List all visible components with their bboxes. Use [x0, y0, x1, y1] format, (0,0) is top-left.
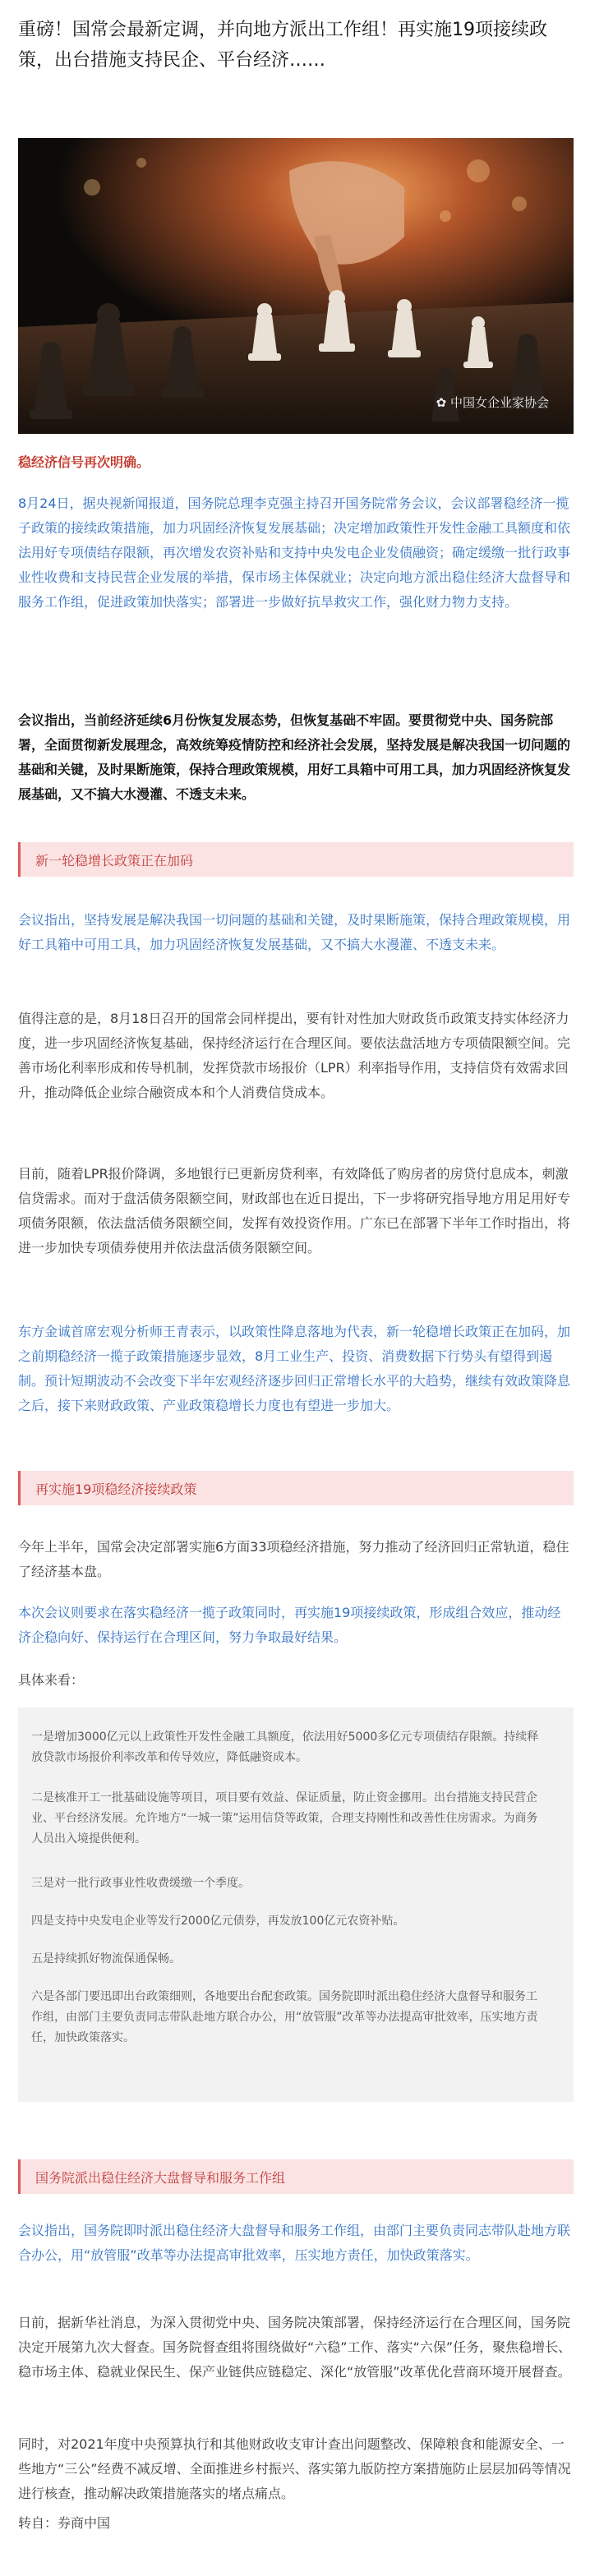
paragraph-6: 东方金诚首席宏观分析师王青表示，以政策性降息落地为代表，新一轮稳增长政策正在加码，加之前期稳经济一揽子政策措施逐步显效，8月工业生产、投资、消费数据下行势头有望得到遏制。预计短期波动不会改变下半年宏观经济逐步回归正常增长水平的大趋势，继续有效政策降息之后，接下来财政政策、产业政策稳增长力度也有望进一步加大。: [18, 1324, 571, 1413]
paragraph-10: 会议指出，国务院即时派出稳住经济大盘督导和服务工作组，由部门主要负责同志带队赴地方联合办公，用“放管服”改革等办法提高审批效率，压实地方责任，加快政策落实。: [18, 2223, 571, 2263]
article-title: 重磅！国常会最新定调，并向地方派出工作组！再实施19项接续政策，出台措施支持民企、平台经济……: [18, 20, 547, 71]
paragraph-2: 会议指出，当前经济延续6月份恢复发展态势，但恢复基础不牢固。要贯彻党中央、国务院部署，全面贯彻新发展理念，高效统筹疫情防控和经济社会发展，坚持发展是解决我国一切问题的基础和关键，及时果断施策，保持合理政策规模，用好工具箱中可用工具，加力巩固经济恢复发展基础，又不搞大水漫灌、不透支未来。: [18, 712, 571, 802]
image-watermark: ✿ 中国女企业家协会: [436, 395, 549, 410]
policy-item: 五是持续抓好物流保通保畅。: [31, 1952, 181, 1965]
section-header-3: 国务院派出稳住经济大盘督导和服务工作组: [18, 2159, 574, 2194]
policy-item: 六是各部门要迅即出台政策细则，各地要出台配套政策。国务院即时派出稳住经济大盘督导和服务工作组，由部门主要负责同志带队赴地方联合办公，用“放管服”改革等办法提高审批效率，压实地方责任，加快政策落实。: [31, 1990, 538, 2044]
chess-scene-illustration: [18, 138, 574, 434]
policy-item: 三是对一批行政事业性收费缓缴一个季度。: [31, 1877, 250, 1890]
paragraph-12: 同时，对2021年度中央预算执行和其他财政收支审计查出问题整改、保障粮食和能源安全、一些地方“三公”经费不减反增、全面推进乡村振兴、落实第九版防控方案措施防止层层加码等情况进行核查，推动解决政策措施落实的堵点痛点。: [18, 2436, 571, 2501]
section-header-2: 再实施19项稳经济接续政策: [18, 1471, 574, 1505]
highlight-note: 稳经济信号再次明确。: [18, 454, 150, 470]
hero-image: [18, 138, 574, 434]
policy-item: 一是增加3000亿元以上政策性开发性金融工具额度，依法用好5000多亿元专项债结存限额。持续释放贷款市场报价利率改革和传导效应，降低融资成本。: [31, 1730, 539, 1764]
policy-item: 四是支持中央发电企业等发行2000亿元债券，再发放100亿元农资补贴。: [31, 1915, 405, 1928]
section-header-1: 新一轮稳增长政策正在加码: [18, 842, 574, 877]
paragraph-5: 目前，随着LPR报价降调，多地银行已更新房贷利率，有效降低了购房者的房贷付息成本，刺激信贷需求。而对于盘活债务限额空间，财政部也在近日提出，下一步将研究指导地方用足用好专项债务限额，依法盘活债务限额空间，发挥有效投资作用。广东已在部署下半年工作时指出，将进一步加快专项债券使用并依法盘活债务限额空间。: [18, 1166, 571, 1256]
article-source: 转自：券商中国: [18, 2515, 111, 2531]
paragraph-9: 具体来看：: [18, 1672, 85, 1688]
wechat-icon: ✿: [436, 395, 450, 410]
paragraph-3: 会议指出，坚持发展是解决我国一切问题的基础和关键，及时果断施策，保持合理政策规模，用好工具箱中可用工具，加力巩固经济恢复发展基础，又不搞大水漫灌、不透支未来。: [18, 912, 571, 952]
paragraph-1: 8月24日，据央视新闻报道，国务院总理李克强主持召开国务院常务会议，会议部署稳经济一揽子政策的接续政策措施，加力巩固经济恢复发展基础；决定增加政策性开发性金融工具额度和依法用好专项债结存限额，再次增发农资补贴和支持中央发电企业发债融资；确定缓缴一批行政事业性收费和支持民营企业发展的举措，保市场主体保就业；决定向地方派出稳住经济大盘督导和服务工作组，促进政策加快落实；部署进一步做好抗旱救灾工作，强化财力物力支持。: [18, 495, 571, 610]
paragraph-7: 今年上半年，国常会决定部署实施6方面33项稳经济措施，努力推动了经济回归正常轨道，稳住了经济基本盘。: [18, 1539, 569, 1579]
policy-item: 二是核准开工一批基础设施等项目，项目要有效益、保证质量，防止资金挪用。出台措施支持民营企业、平台经济发展。允许地方“一城一策”运用信贷等政策，合理支持刚性和改善性住房需求。为商务人员出入境提供便利。: [31, 1791, 538, 1846]
paragraph-8: 本次会议则要求在落实稳经济一揽子政策同时，再实施19项接续政策，形成组合效应，推动经济企稳向好、保持运行在合理区间，努力争取最好结果。: [18, 1605, 561, 1645]
paragraph-11: 日前，据新华社消息，为深入贯彻党中央、国务院决策部署，保持经济运行在合理区间，国务院决定开展第九次大督查。国务院督查组将围绕做好“六稳”工作、落实“六保”任务，聚焦稳增长、稳市场主体、稳就业保民生、保产业链供应链稳定、深化“放管服”改革优化营商环境开展督查。: [18, 2315, 572, 2380]
paragraph-4: 值得注意的是，8月18日召开的国常会同样提出，要有针对性加大财政货币政策支持实体经济力度，进一步巩固经济恢复基础，保持经济运行在合理区间。要依法盘活地方专项债限额空间。完善市场化利率形成和传导机制，发挥贷款市场报价（LPR）利率指导作用，支持信贷有效需求回升，推动降低企业综合融资成本和个人消费信贷成本。: [18, 1011, 571, 1100]
